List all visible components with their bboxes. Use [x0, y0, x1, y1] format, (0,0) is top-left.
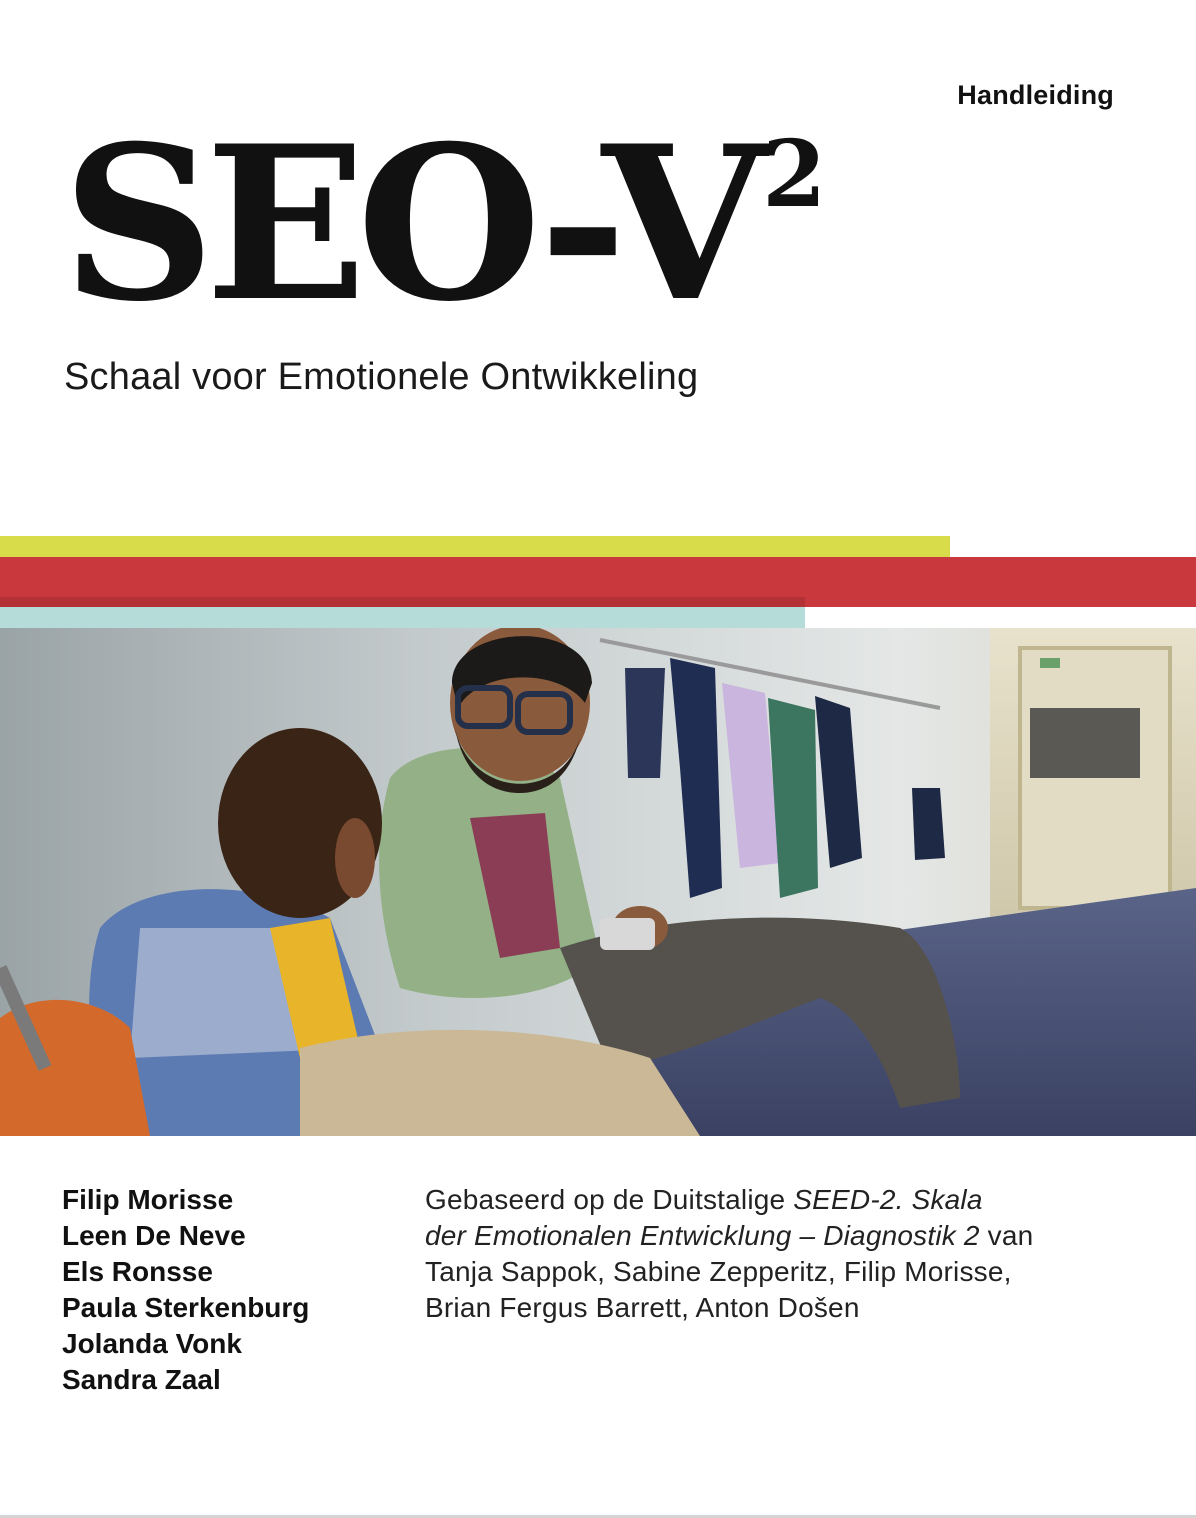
- credit-line-3: Tanja Sappok, Sabine Zepperitz, Filip Morisse,: [425, 1256, 1012, 1287]
- source-credit: [425, 1182, 1125, 1326]
- cover-title: [62, 99, 827, 348]
- photo-door-window: [1030, 708, 1140, 778]
- author-name: Leen De Neve: [62, 1220, 246, 1251]
- author-name: Paula Sterkenburg: [62, 1292, 310, 1323]
- photo-bag-hanging: [912, 788, 945, 860]
- cover-photo: [0, 628, 1196, 1136]
- author-list: [62, 1182, 309, 1398]
- author-name: Els Ronsse: [62, 1256, 213, 1287]
- author-name: Sandra Zaal: [62, 1364, 221, 1395]
- credit-line-1: [425, 1182, 1125, 1218]
- credit-line-1-italic: SEED-2. Skala: [793, 1184, 983, 1215]
- credit-line-2: [425, 1218, 1125, 1254]
- stripe-dark-red: [0, 597, 805, 607]
- credit-line-4: Brian Fergus Barrett, Anton Došen: [425, 1292, 860, 1323]
- cover-subtitle: Schaal voor Emotionele Ontwikkeling: [64, 356, 699, 398]
- stripe-yellow: [0, 536, 950, 557]
- photo-exit-sign: [1040, 658, 1060, 668]
- credit-line-2-italic: der Emotionalen Entwicklung – Diagnostik 2: [425, 1220, 980, 1251]
- photo-coat-navy: [625, 668, 665, 778]
- author-name: Filip Morisse: [62, 1184, 234, 1215]
- stripe-mint: [0, 607, 805, 628]
- author-name: Jolanda Vonk: [62, 1328, 242, 1359]
- credit-line-2-plain: van: [979, 1220, 1034, 1251]
- credit-line-1-plain: Gebaseerd op de Duitstalige: [425, 1184, 794, 1215]
- photo-boy-ear: [335, 818, 375, 898]
- document-type-label: Handleiding: [957, 80, 1114, 110]
- cover-title-text: SEO-V: [62, 99, 757, 348]
- cover-title-superscript: 2: [762, 120, 827, 229]
- photo-phone: [600, 918, 655, 950]
